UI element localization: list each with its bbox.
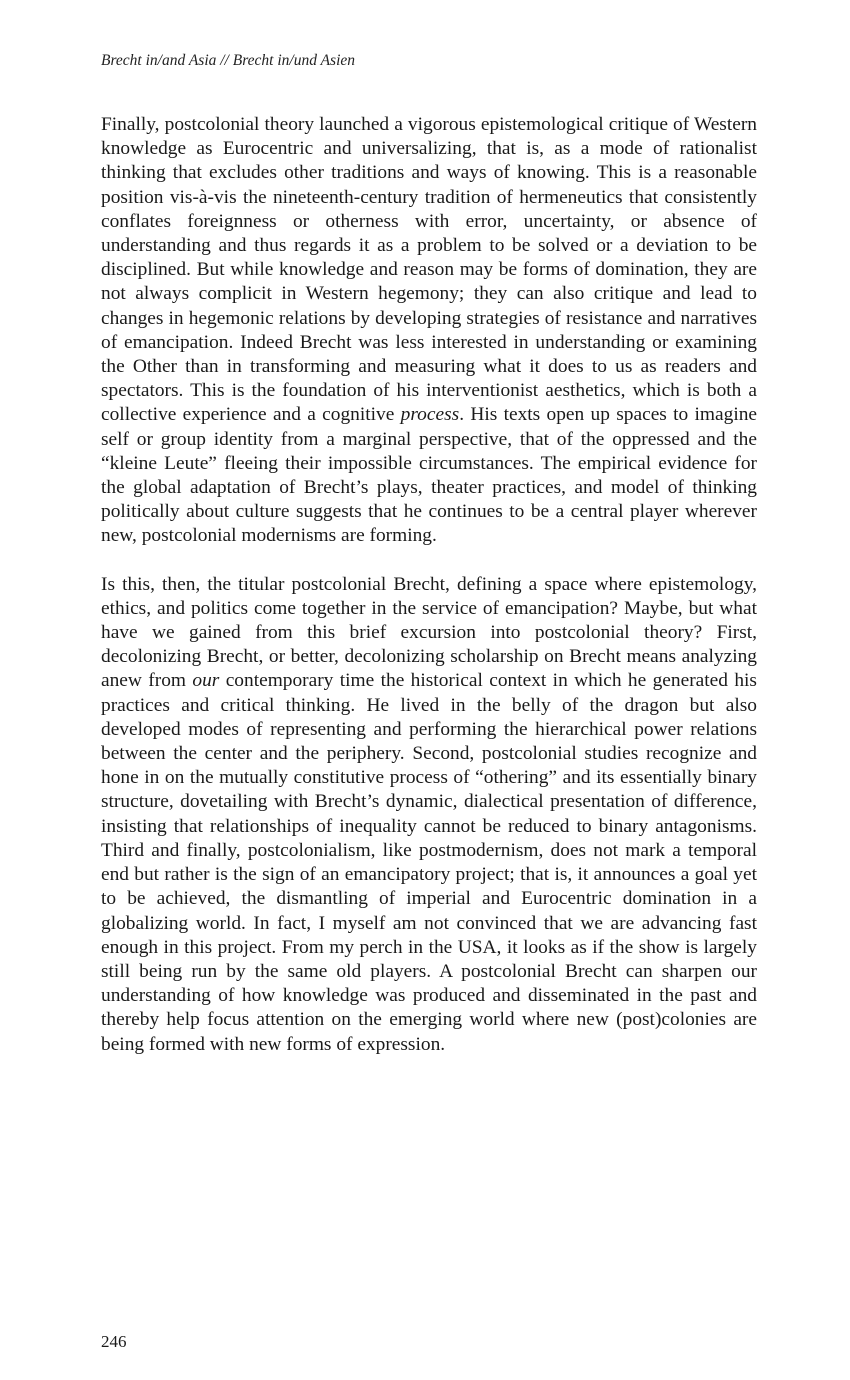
paragraph-1-text-b: . His texts open up spaces to imagine self or group identity from a marginal perspective, that of the oppressed and the “kleine Leute” fleeing their impossible circumstances. The empirical evidence for the global adaptation of Brecht’s plays, theater practices, and model of thinking politically about culture suggests that he continues to be a central player wherever new, postcolonial modernisms are forming.	[101, 404, 758, 547]
paragraph-1	[101, 113, 757, 549]
paragraph-1-text-a: Finally, postcolonial theory launched a vigorous epistemological critique of Western knowledge as Eurocentric and universalizing, that is, as a mode of rationalist thinking that excludes other traditions and ways of knowing. This is a reasonable position vis-à-vis the nineteenth-century tradition of hermeneutics that consistently conflates foreignness or otherness with error, uncertainty, or absence of understanding and thus regards it as a problem to be solved or a deviation to be disciplined. But while knowledge and reason may be forms of domination, they are not always complicit in Western hegemony; they can also critique and lead to changes in hegemonic relations by developing strategies of resistance and narratives of emancipation. Indeed Brecht was less interested in understanding or examining the Other than in transforming and measuring what it does to us as readers and spectators. This is the foundation of his interventionist aesthetics, which is both a collective experience and a cognitive	[101, 114, 757, 426]
paragraph-2	[101, 573, 757, 1057]
page-number: 246	[101, 1332, 127, 1351]
paragraph-2-emphasis: our	[192, 670, 220, 692]
paragraph-1-emphasis: process	[400, 404, 460, 426]
running-head: Brecht in/and Asia // Brecht in/und Asien	[101, 52, 356, 69]
paragraph-2-text-b: contemporary time the historical context in which he generated his practices and critical thinking. He lived in the belly of the dragon but also developed modes of representing and performing the hierarchical power relations between the center and the periphery. Second, postcolonial studies recognize and hone in on the mutually constitutive process of “othering” and its essentially binary structure, dovetailing with Brecht’s dynamic, dialectical presentation of difference, insisting that relationships of inequality cannot be reduced to binary antagonisms. Third and finally, postcolonialism, like postmodernism, does not mark a temporal end but rather is the sign of an emancipatory project; that is, it announces a goal yet to be achieved, the dismantling of imperial and Eurocentric domination in a globalizing world. In fact, I myself am not convinced that we are advancing fast enough in this project. From my perch in the USA, it looks as if the show is largely still being run by the same old players. A postcolonial Brecht can sharpen our understanding of how knowledge was produced and disseminated in the past and thereby help focus attention on the emerging world where new (post)colonies are being formed with new forms of expression.	[101, 670, 757, 1055]
body-text	[101, 113, 757, 1057]
paragraph-2-text-a: Is this, then, the titular postcolonial Brecht, defining a space where epistemology, ethics, and politics come together in the service of emancipation? Maybe, but what have we gained from this brief excursion into postcolonial theory? First, decolonizing Brecht, or better, decolonizing scholarship on Brecht means analyzing anew from	[101, 573, 757, 692]
